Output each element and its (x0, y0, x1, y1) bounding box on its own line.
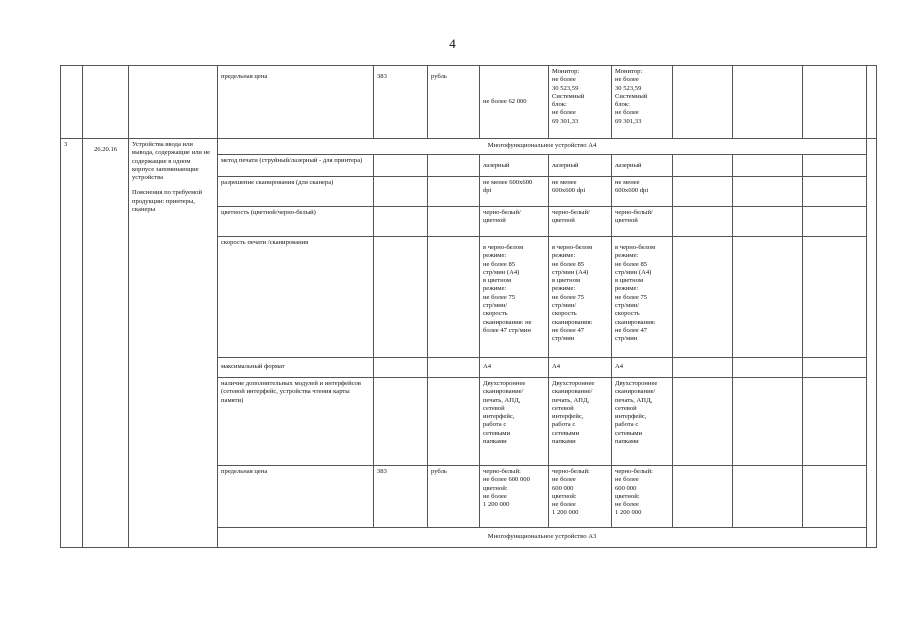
cell-empty (673, 177, 733, 207)
cell-empty (803, 378, 867, 466)
cell-empty (803, 207, 867, 237)
cell-okei-code (374, 237, 428, 358)
cell-value: черно-белый/ цветной (549, 207, 612, 237)
cell-item-name (129, 139, 218, 548)
cell-requirement: Двухстороннее сканирование/ печать, АПД, сетевой интерфейс, работа с сетевыми папками (480, 378, 549, 466)
cell-value: Двухстороннее сканирование/ печать, АПД, сетевой интерфейс, работа с сетевыми папками (612, 378, 673, 466)
requirements-table (60, 65, 877, 548)
cell-value: черно-белый/ цветной (612, 207, 673, 237)
cell-empty (673, 207, 733, 237)
cell-okei-code (374, 378, 428, 466)
cell-empty (673, 466, 733, 528)
cell-requirement: не менее 600х600 dpi (480, 177, 549, 207)
cell-value: черно-белый: не более 600 000 цветной: не более 1 200 000 (549, 466, 612, 528)
cell-value: А4 (612, 358, 673, 378)
page-number: 4 (449, 36, 456, 51)
cell-empty (733, 358, 803, 378)
cell-value: лазерный (612, 155, 673, 177)
cell-empty (733, 66, 803, 139)
cell-requirement: черно-белый: не более 600 000 цветной: не более 1 200 000 (480, 466, 549, 528)
cell-unit (428, 378, 480, 466)
cell-value: Монитор: не более 30 523,59 Системный блок: не более 69 301,33 (549, 66, 612, 139)
cell-empty (733, 237, 803, 358)
cell-empty (129, 66, 218, 139)
cell-empty (867, 139, 877, 548)
table-row (61, 66, 877, 139)
cell-characteristic: максимальный формат (218, 358, 374, 378)
cell-empty (803, 66, 867, 139)
section-header: Многофункциональное устройство А3 (218, 528, 867, 548)
cell-characteristic: метод печати (струйный/лазерный - для принтера) (218, 155, 374, 177)
cell-value: Двухстороннее сканирование/ печать, АПД, сетевой интерфейс, работа с сетевыми папками (549, 378, 612, 466)
cell-value: не менее 600х600 dpi (549, 177, 612, 207)
cell-empty (733, 177, 803, 207)
cell-requirement: в черно-белом режиме: не более 85 стр/мин (А4) в цветном режиме: не более 75 стр/мин/ скорость сканирования: не более 47 стр/мин (480, 237, 549, 358)
cell-empty (673, 358, 733, 378)
cell-unit (428, 237, 480, 358)
cell-unit: рубль (428, 66, 480, 139)
cell-characteristic: цветность (цветной/черно-белый) (218, 207, 374, 237)
cell-requirement: черно-белый/ цветной (480, 207, 549, 237)
section-header: Многофункциональное устройство А4 (218, 139, 867, 155)
cell-characteristic: разрешение сканирования (для сканера) (218, 177, 374, 207)
cell-unit (428, 207, 480, 237)
cell-okei-code (374, 358, 428, 378)
cell-okei-code (374, 177, 428, 207)
cell-value: лазерный (549, 155, 612, 177)
cell-characteristic: предельная цена (218, 66, 374, 139)
cell-unit: рубль (428, 466, 480, 528)
table-row (61, 139, 877, 155)
cell-item-number: 3 (61, 139, 83, 548)
cell-empty (733, 466, 803, 528)
cell-okpd-code: 26.20.16 (83, 139, 129, 548)
cell-characteristic: наличие дополнительных модулей и интерфейсов (сетевой интерфейс, устройства чтения карты памяти) (218, 378, 374, 466)
cell-okei-code (374, 155, 428, 177)
cell-empty (803, 358, 867, 378)
cell-empty (803, 155, 867, 177)
cell-characteristic: скорость печати /сканирования (218, 237, 374, 358)
cell-empty (673, 237, 733, 358)
cell-empty (803, 177, 867, 207)
cell-okei-code: 383 (374, 66, 428, 139)
cell-empty (673, 66, 733, 139)
cell-value: в черно-белом режиме: не более 85 стр/мин (А4) в цветном режиме: не более 75 стр/мин/ скорость сканирования: не более 47 стр/мин (549, 237, 612, 358)
cell-okei-code: 383 (374, 466, 428, 528)
cell-requirement: А4 (480, 358, 549, 378)
cell-empty (673, 155, 733, 177)
cell-empty (733, 207, 803, 237)
cell-empty (673, 378, 733, 466)
cell-requirement: не более 62 000 (480, 66, 549, 139)
cell-value: А4 (549, 358, 612, 378)
cell-characteristic: предельная цена (218, 466, 374, 528)
item-name: Устройства ввода или вывода, содержащие или не содержащие в одном корпусе запоминающие устройства (132, 141, 211, 182)
cell-value: не менее 600х600 dpi (612, 177, 673, 207)
cell-empty (733, 378, 803, 466)
cell-unit (428, 155, 480, 177)
cell-value: в черно-белом режиме: не более 85 стр/мин (А4) в цветном режиме: не более 75 стр/мин/ скорость сканирования: не более 47 стр/мин (612, 237, 673, 358)
cell-empty (803, 237, 867, 358)
cell-okei-code (374, 207, 428, 237)
cell-empty (803, 466, 867, 528)
cell-value: черно-белый: не более 600 000 цветной: не более 1 200 000 (612, 466, 673, 528)
cell-empty (83, 66, 129, 139)
cell-unit (428, 358, 480, 378)
cell-unit (428, 177, 480, 207)
cell-value: Монитор: не более 30 523,59 Системный блок: не более 69 301,33 (612, 66, 673, 139)
cell-requirement: лазерный (480, 155, 549, 177)
cell-empty (867, 66, 877, 139)
item-note: Пояснения по требуемой продукции: принтеры, сканеры (132, 189, 202, 214)
cell-empty (61, 66, 83, 139)
cell-empty (733, 155, 803, 177)
